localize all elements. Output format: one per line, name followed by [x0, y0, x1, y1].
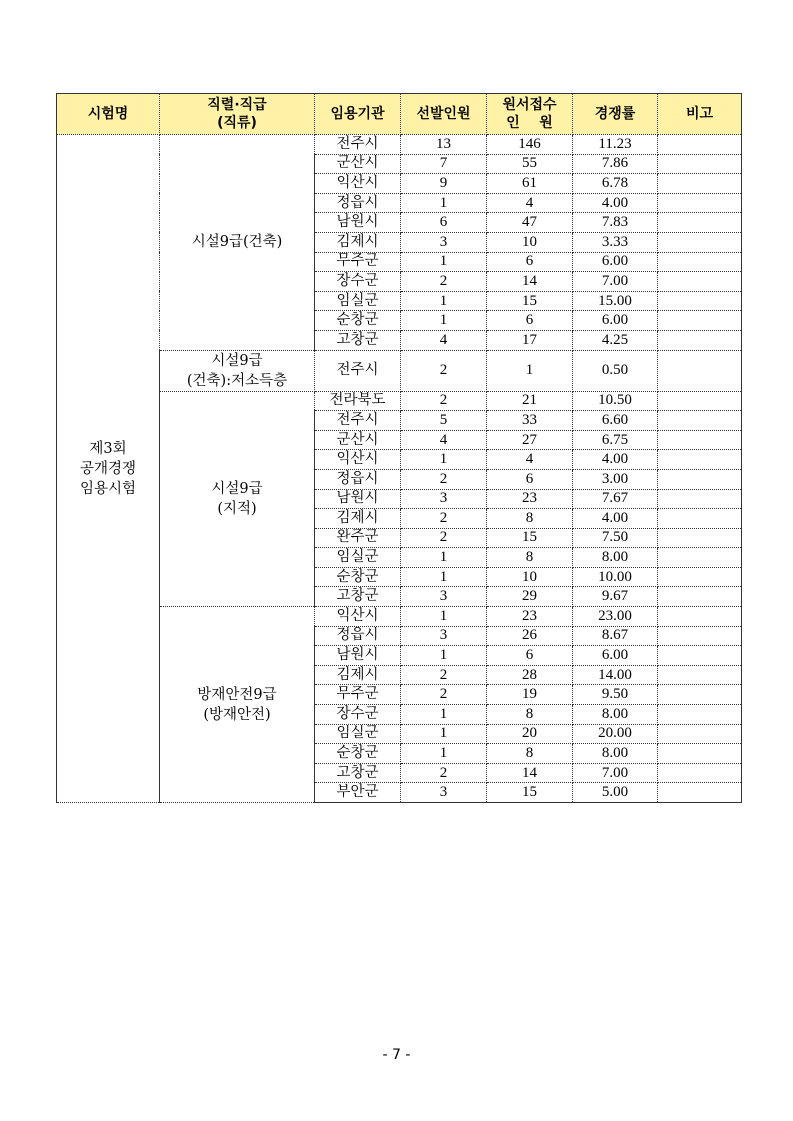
note-cell [658, 567, 742, 587]
note-cell [658, 193, 742, 213]
ratio-cell: 6.60 [573, 411, 658, 431]
ratio-cell: 7.83 [573, 213, 658, 233]
note-cell [658, 626, 742, 646]
applicants-cell: 10 [487, 232, 573, 252]
applicants-cell: 8 [487, 705, 573, 725]
series-cell [160, 607, 315, 803]
series-name-line: 시설9급(건축) [191, 234, 283, 251]
note-cell [658, 350, 742, 391]
selected-cell: 1 [401, 193, 487, 213]
header-applicants-line1: 원서접수 [502, 97, 557, 113]
selected-cell: 13 [401, 135, 487, 155]
applicants-cell: 61 [487, 174, 573, 194]
selected-cell: 1 [401, 311, 487, 331]
table-body [57, 135, 742, 803]
selected-cell: 2 [401, 272, 487, 292]
selected-cell: 3 [401, 626, 487, 646]
page-number: - 7 - [382, 1047, 411, 1063]
ratio-cell: 11.23 [573, 135, 658, 155]
note-cell [658, 213, 742, 233]
ratio-cell: 10.00 [573, 567, 658, 587]
applicants-cell: 26 [487, 626, 573, 646]
selected-cell: 2 [401, 528, 487, 548]
selected-cell: 2 [401, 685, 487, 705]
note-cell [658, 724, 742, 744]
selected-cell: 5 [401, 411, 487, 431]
agency-cell: 무주군 [315, 252, 401, 272]
ratio-cell: 7.67 [573, 489, 658, 509]
exam-name-line: 제3회 [89, 440, 127, 457]
header-series [160, 94, 315, 135]
applicants-cell: 55 [487, 154, 573, 174]
agency-cell: 전라북도 [315, 391, 401, 411]
ratio-cell: 6.78 [573, 174, 658, 194]
series-cell [160, 350, 315, 391]
ratio-cell: 8.67 [573, 626, 658, 646]
ratio-cell: 4.00 [573, 509, 658, 529]
applicants-cell: 15 [487, 528, 573, 548]
note-cell [658, 528, 742, 548]
header-agency: 임용기관 [315, 94, 401, 135]
header-exam: 시험명 [57, 94, 160, 135]
agency-cell: 정읍시 [315, 626, 401, 646]
note-cell [658, 272, 742, 292]
selected-cell: 2 [401, 763, 487, 783]
header-ratio: 경쟁률 [573, 94, 658, 135]
ratio-cell: 5.00 [573, 783, 658, 803]
selected-cell: 2 [401, 469, 487, 489]
ratio-cell: 14.00 [573, 665, 658, 685]
note-cell [658, 783, 742, 803]
ratio-cell: 3.33 [573, 232, 658, 252]
table-row [57, 135, 742, 155]
header-selected: 선발인원 [401, 94, 487, 135]
applicants-cell: 14 [487, 763, 573, 783]
applicants-cell: 1 [487, 350, 573, 391]
selected-cell: 1 [401, 450, 487, 470]
note-cell [658, 763, 742, 783]
note-cell [658, 232, 742, 252]
ratio-cell: 9.67 [573, 587, 658, 607]
selected-cell: 3 [401, 587, 487, 607]
agency-cell: 전주시 [315, 350, 401, 391]
note-cell [658, 469, 742, 489]
selected-cell: 1 [401, 567, 487, 587]
ratio-cell: 6.00 [573, 252, 658, 272]
ratio-cell: 6.75 [573, 430, 658, 450]
agency-cell: 고창군 [315, 763, 401, 783]
note-cell [658, 330, 742, 350]
applicants-cell: 6 [487, 646, 573, 666]
note-cell [658, 489, 742, 509]
agency-cell: 남원시 [315, 489, 401, 509]
header-note: 비고 [658, 94, 742, 135]
agency-cell: 전주시 [315, 411, 401, 431]
agency-cell: 정읍시 [315, 193, 401, 213]
selected-cell: 2 [401, 665, 487, 685]
selected-cell: 7 [401, 154, 487, 174]
ratio-cell: 7.50 [573, 528, 658, 548]
table-row [57, 607, 742, 627]
note-cell [658, 548, 742, 568]
agency-cell: 순창군 [315, 567, 401, 587]
series-name-line: (방재안전) [203, 706, 271, 723]
header-applicants-line2: 인 원 [506, 115, 553, 131]
agency-cell: 부안군 [315, 783, 401, 803]
agency-cell: 장수군 [315, 705, 401, 725]
ratio-cell: 0.50 [573, 350, 658, 391]
applicants-cell: 8 [487, 509, 573, 529]
selected-cell: 3 [401, 489, 487, 509]
table-header [57, 94, 742, 135]
recruitment-table [56, 93, 742, 803]
selected-cell: 3 [401, 783, 487, 803]
agency-cell: 익산시 [315, 174, 401, 194]
agency-cell: 무주군 [315, 685, 401, 705]
applicants-cell: 8 [487, 548, 573, 568]
agency-cell: 고창군 [315, 330, 401, 350]
note-cell [658, 607, 742, 627]
applicants-cell: 23 [487, 607, 573, 627]
table-row [57, 391, 742, 411]
agency-cell: 완주군 [315, 528, 401, 548]
applicants-cell: 19 [487, 685, 573, 705]
header-applicants [487, 94, 573, 135]
note-cell [658, 705, 742, 725]
ratio-cell: 7.86 [573, 154, 658, 174]
note-cell [658, 291, 742, 311]
ratio-cell: 4.25 [573, 330, 658, 350]
selected-cell: 2 [401, 350, 487, 391]
selected-cell: 1 [401, 705, 487, 725]
selected-cell: 4 [401, 430, 487, 450]
agency-cell: 남원시 [315, 213, 401, 233]
agency-cell: 군산시 [315, 154, 401, 174]
note-cell [658, 391, 742, 411]
agency-cell: 임실군 [315, 548, 401, 568]
applicants-cell: 14 [487, 272, 573, 292]
applicants-cell: 8 [487, 744, 573, 764]
note-cell [658, 252, 742, 272]
agency-cell: 고창군 [315, 587, 401, 607]
agency-cell: 정읍시 [315, 469, 401, 489]
series-name-line: 시설9급 [211, 480, 263, 497]
agency-cell: 김제시 [315, 665, 401, 685]
note-cell [658, 646, 742, 666]
note-cell [658, 311, 742, 331]
selected-cell: 3 [401, 232, 487, 252]
header-series-line2: (직류) [217, 115, 257, 131]
applicants-cell: 6 [487, 252, 573, 272]
series-name-line: (건축):저소득층 [186, 372, 288, 389]
applicants-cell: 17 [487, 330, 573, 350]
selected-cell: 1 [401, 291, 487, 311]
applicants-cell: 15 [487, 291, 573, 311]
selected-cell: 1 [401, 548, 487, 568]
agency-cell: 임실군 [315, 291, 401, 311]
agency-cell: 임실군 [315, 724, 401, 744]
selected-cell: 6 [401, 213, 487, 233]
series-name-line: 방재안전9급 [197, 686, 277, 703]
agency-cell: 익산시 [315, 607, 401, 627]
applicants-cell: 33 [487, 411, 573, 431]
note-cell [658, 135, 742, 155]
agency-cell: 전주시 [315, 135, 401, 155]
agency-cell: 남원시 [315, 646, 401, 666]
table-row [57, 350, 742, 391]
agency-cell: 군산시 [315, 430, 401, 450]
applicants-cell: 146 [487, 135, 573, 155]
agency-cell: 순창군 [315, 311, 401, 331]
ratio-cell: 8.00 [573, 744, 658, 764]
applicants-cell: 21 [487, 391, 573, 411]
applicants-cell: 4 [487, 450, 573, 470]
ratio-cell: 20.00 [573, 724, 658, 744]
agency-cell: 김제시 [315, 232, 401, 252]
applicants-cell: 10 [487, 567, 573, 587]
applicants-cell: 4 [487, 193, 573, 213]
note-cell [658, 685, 742, 705]
series-cell [160, 135, 315, 351]
series-name-line: (지적) [217, 500, 257, 517]
note-cell [658, 587, 742, 607]
ratio-cell: 3.00 [573, 469, 658, 489]
note-cell [658, 154, 742, 174]
ratio-cell: 7.00 [573, 272, 658, 292]
selected-cell: 9 [401, 174, 487, 194]
note-cell [658, 509, 742, 529]
applicants-cell: 27 [487, 430, 573, 450]
ratio-cell: 6.00 [573, 646, 658, 666]
applicants-cell: 15 [487, 783, 573, 803]
header-row [57, 94, 742, 135]
ratio-cell: 15.00 [573, 291, 658, 311]
ratio-cell: 4.00 [573, 450, 658, 470]
applicants-cell: 6 [487, 311, 573, 331]
ratio-cell: 8.00 [573, 548, 658, 568]
applicants-cell: 23 [487, 489, 573, 509]
exam-name-line: 임용시험 [79, 480, 137, 497]
ratio-cell: 6.00 [573, 311, 658, 331]
agency-cell: 익산시 [315, 450, 401, 470]
ratio-cell: 7.00 [573, 763, 658, 783]
note-cell [658, 744, 742, 764]
ratio-cell: 9.50 [573, 685, 658, 705]
note-cell [658, 411, 742, 431]
series-cell [160, 391, 315, 607]
ratio-cell: 10.50 [573, 391, 658, 411]
selected-cell: 1 [401, 252, 487, 272]
header-series-line1: 직렬·직급 [207, 97, 267, 113]
exam-name-line: 공개경쟁 [79, 460, 137, 477]
note-cell [658, 174, 742, 194]
applicants-cell: 20 [487, 724, 573, 744]
selected-cell: 4 [401, 330, 487, 350]
applicants-cell: 6 [487, 469, 573, 489]
note-cell [658, 450, 742, 470]
agency-cell: 순창군 [315, 744, 401, 764]
ratio-cell: 8.00 [573, 705, 658, 725]
selected-cell: 1 [401, 646, 487, 666]
selected-cell: 1 [401, 744, 487, 764]
ratio-cell: 23.00 [573, 607, 658, 627]
agency-cell: 김제시 [315, 509, 401, 529]
note-cell [658, 665, 742, 685]
agency-cell: 장수군 [315, 272, 401, 292]
applicants-cell: 29 [487, 587, 573, 607]
selected-cell: 2 [401, 391, 487, 411]
selected-cell: 1 [401, 607, 487, 627]
note-cell [658, 430, 742, 450]
ratio-cell: 4.00 [573, 193, 658, 213]
series-name-line: 시설9급 [211, 352, 263, 369]
applicants-cell: 28 [487, 665, 573, 685]
exam-name-cell [57, 135, 160, 803]
selected-cell: 1 [401, 724, 487, 744]
selected-cell: 2 [401, 509, 487, 529]
applicants-cell: 47 [487, 213, 573, 233]
